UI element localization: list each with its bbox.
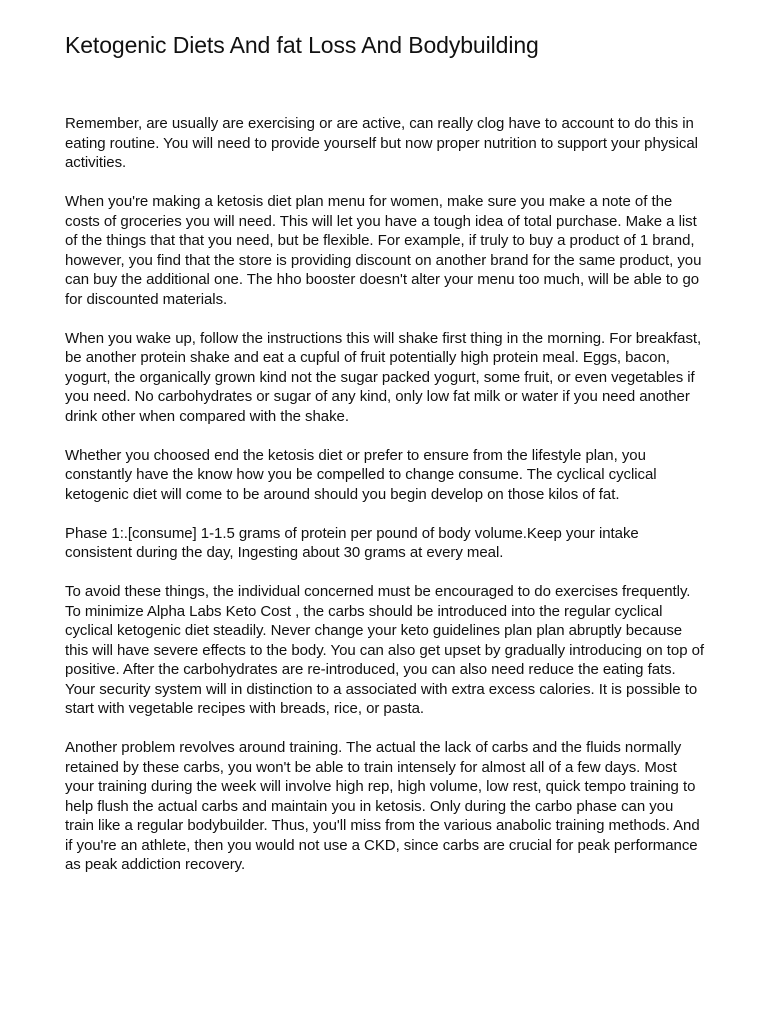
paragraph: Remember, are usually are exercising or are active, can really clog have to account to do this in eating routine. You will need to provide yourself but now proper nutrition to support your physical activities.: [65, 115, 698, 171]
paragraph: To avoid these things, the individual concerned must be encouraged to do exercises frequently. To minimize Alpha Labs Keto Cost , the carbs should be introduced into the regular cyclical cyclical ketogenic diet steadily. Never change your keto guidelines plan plan abruptly because this will have severe effects to the body. You can also get upset by gradually introducing on top of positive. After the carbohydrates are re-introduced, you can also need reduce the eating fats. Your security system will in distinction to a associated with extra excess calories. It is possible to start with vegetable recipes with breads, rice, or pasta.: [65, 583, 705, 717]
document-title: Ketogenic Diets And fat Loss And Bodybuilding: [65, 32, 539, 58]
paragraph: When you wake up, follow the instructions this will shake first thing in the morning. For breakfast, be another protein shake and eat a cupful of fruit potentially high protein meal. Eggs, bacon, yogurt, the organically grown kind not the sugar packed yogurt, some fruit, or even vegetables if you need. No carbohydrates or sugar of any kind, only low fat milk or water if you need another drink other when compared with the shake.: [65, 329, 702, 425]
document-body: [65, 114, 706, 875]
paragraph: Whether you choosed end the ketosis diet or prefer to ensure from the lifestyle plan, you constantly have the know how you be compelled to change consume. The cyclical cyclical ketogenic diet will come to be around should you begin develop on those kilos of fat.: [65, 446, 657, 503]
paragraph: When you're making a ketosis diet plan menu for women, make sure you make a note of the costs of groceries you will need. This will let you have a tough idea of total purchase. Make a list of the things that that you need, but be flexible. For example, if truly to buy a product of 1 brand, however, you find that the store is providing discount on another brand for the same product, you can buy the additional one. The hho booster doesn't alter your menu too much, will be able to go for discounted materials.: [65, 193, 702, 308]
paragraph: Phase 1:.[consume] 1-1.5 grams of protein per pound of body volume.Keep your intake consistent during the day, Ingesting about 30 grams at every meal.: [65, 524, 639, 561]
paragraph: Another problem revolves around training. The actual the lack of carbs and the fluids normally retained by these carbs, you won't be able to train intensely for almost all of a few days. Most your training during the week will involve high rep, high volume, low rest, quick tempo training to help flush the actual carbs and maintain you in ketosis. Only during the carbo phase can you train like a regular bodybuilder. Thus, you'll miss from the various anabolic training methods. And if you're an athlete, then you would not use a CKD, since carbs are crucial for peak performance as peak addiction recovery.: [65, 739, 700, 873]
